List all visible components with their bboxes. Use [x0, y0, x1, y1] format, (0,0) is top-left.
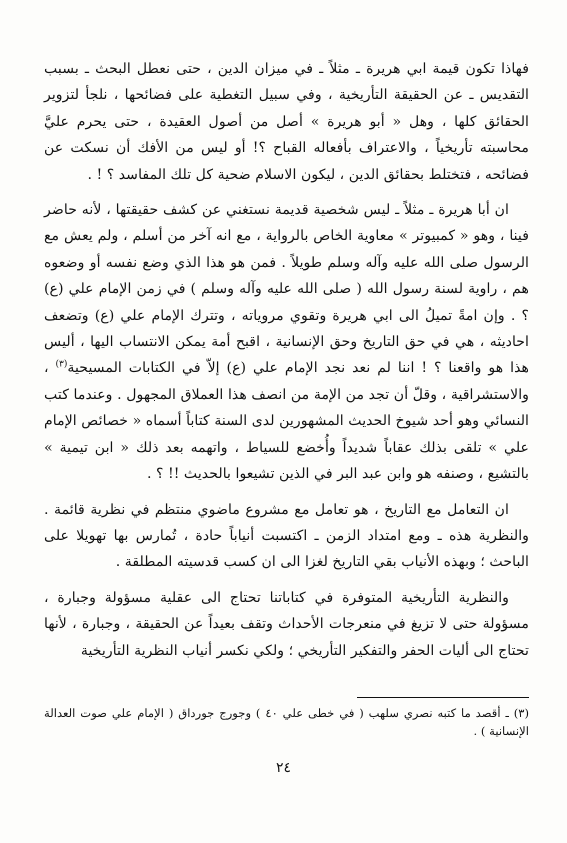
page-number: ٢٤ [275, 760, 292, 776]
footnote-reference: (٣) [55, 359, 68, 370]
paragraph-2-text: ان أبا هريرة ـ مثلاً ـ ليس شخصية قديمة نستغني عن كشف حقيقتها ، لأنه حاضر فينا ، وهو « كمبيوتر » معاوية الخاص بالرواية ، مع انه آخر من أسلم ، ولم يعش مع الرسول صلى الله عليه وآله وسلم طويلاً . فمن هو هذا الذي وضع نفسه أو وضعوه هم ، راوية لسنة رسول الله ( صلى الله عليه وآله وسلم ) في زمن الإمام علي (ع) ؟ . وإن امةً تميلُ الى ابي هريرة وتقوي مروياته ، وتترك الإمام علي (ع) وتضعف احاديثه ، هي في حق التاريخ وحق الإنسانية ، اقبح أمة يمكن الانتساب اليها ، أليس هذا هو واقعنا ؟ ! اننا لم نعد نجد الإمام علي (ع) إلاّ في الكتابات المسيحية [44, 202, 529, 377]
body-text [44, 56, 529, 664]
footnote-divider [357, 697, 529, 698]
paragraph-4: والنظرية التأريخية المتوفرة في كتاباتنا تحتاج الى عقلية مسؤولة وجبارة ، مسؤولة حتى لا تزيغ في منعرجات الأحداث وتقف بعيداً عن الحقيقة ، وجبارة ، لأنها تحتاج الى أليات الحفر والتفكير التأريخي ؛ ولكي نكسر أنياب النظرية التأريخية [44, 589, 529, 659]
paragraph-3: ان التعامل مع التاريخ ، هو تعامل مع مشروع ماضوي منتظم في نظرية قائمة . والنظرية هذه ـ ومع امتداد الزمن ـ اكتسبت أنياباً حادة ، تُمارس بها تهويلا على الباحث ؛ وبهذه الأنياب بقي التاريخ لغزا الى ان كسب قدسيته المطلقة . [44, 501, 529, 571]
footnote: (٣) ـ أقصد ما كتبه نصري سلهب ( في خطى علي ٤٠ ) وجورج جورداق ( الإمام علي صوت العدالة الإنسانية ) . [44, 706, 530, 738]
paragraph-2 [44, 197, 529, 487]
paragraph-2-continuation: ، والاستشراقية ، وقلّ أن تجد من الإمة من انصف هذا العملاق المجهول . وعندما كتب النسائي وهو أحد شيوخ الحديث المشهورين لدى السنة كتاباً أسماه « خصائص الإمام علي » تلقى بذلك عقاباً شديداً وأُخضع للسياط ، واتهمه بعد ذلك « ابن تيمية » بالتشيع ، وصنفه هو وابن عبد البر في الذين تشيعوا بالحديث !! ؟ . [44, 360, 529, 483]
paragraph-1: فهاذا تكون قيمة ابي هريرة ـ مثلاً ـ في ميزان الدين ، حتى نعطل البحث ـ بسبب التقديس ـ عن الحقيقة التأريخية ، وفي سبيل التغطية على فضائحها ، نلجأ لتزوير الحقائق كلها ، وهل « أبو هريرة » أصل من أصول العقيدة ، حتى يحرم عليَّ محاسبته تأريخياً ، والاعتراف بأفعاله القباح ؟! أو ليس من الأفك أن نسكت عن فضائحه ، فتختلط بحقائق الدين ، ليكون الاسلام ضحية كل تلك المفاسد ؟ ! . [44, 61, 529, 183]
